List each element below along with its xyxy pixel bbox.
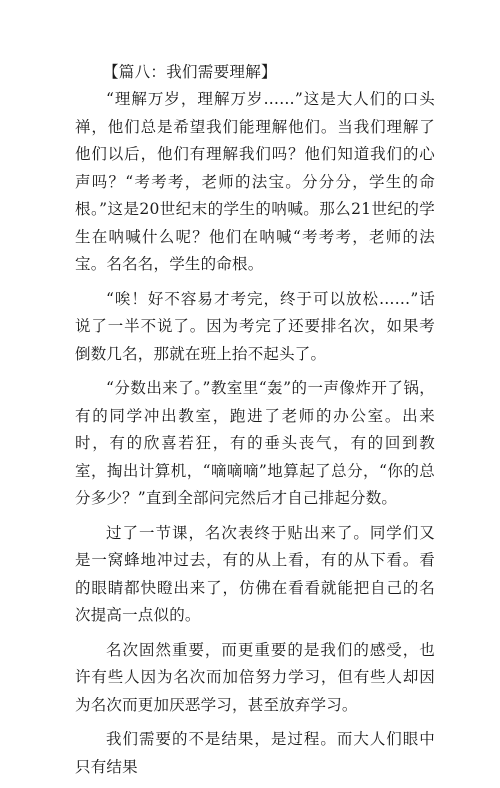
paragraph-2: “唉！好不容易才考完，终于可以放松……”话说了一半不说了。因为考完了还要排名次，如果考倒数几名，那就在班上抬不起头了。 xyxy=(75,289,435,363)
paragraph-6: 我们需要的不是结果，是过程。而大人们眼中只有结果 xyxy=(75,730,435,776)
paragraph-3: “分数出来了。”教室里“轰”的一声像炸开了锅，有的同学冲出教室，跑进了老师的办公室。出来时，有的欣喜若狂，有的垂头丧气，有的回到教室，掏出计算机，“嘀嘀嘀”地算起了总分，“你的总分多少？”直到全部问完然后才自己排起分数。 xyxy=(75,379,435,507)
paragraph-4: 过了一节课，名次表终于贴出来了。同学们又是一窝蜂地冲过去，有的从上看，有的从下看。看的眼睛都快瞪出来了，仿佛在看看就能把自己的名次提高一点似的。 xyxy=(75,523,435,624)
paragraph-1: “理解万岁，理解万岁……”这是大人们的口头禅，他们总是希望我们能理解他们。当我们理解了他们以后，他们有理解我们吗？他们知道我们的心声吗？“考考考，老师的法宝。分分分，学生的命根。”这是20世纪末的学生的呐喊。那么21世纪的学生在呐喊什么呢？他们在呐喊“考考考，老师的法宝。名名名，学生的命根。 xyxy=(75,90,435,273)
paragraph-5: 名次固然重要，而更重要的是我们的感受，也许有些人因为名次而加倍努力学习，但有些人却因为名次而更加厌恶学习，甚至放弃学习。 xyxy=(75,640,435,714)
section-heading: 【篇八：我们需要理解】 xyxy=(103,63,277,81)
document-page xyxy=(75,58,435,788)
